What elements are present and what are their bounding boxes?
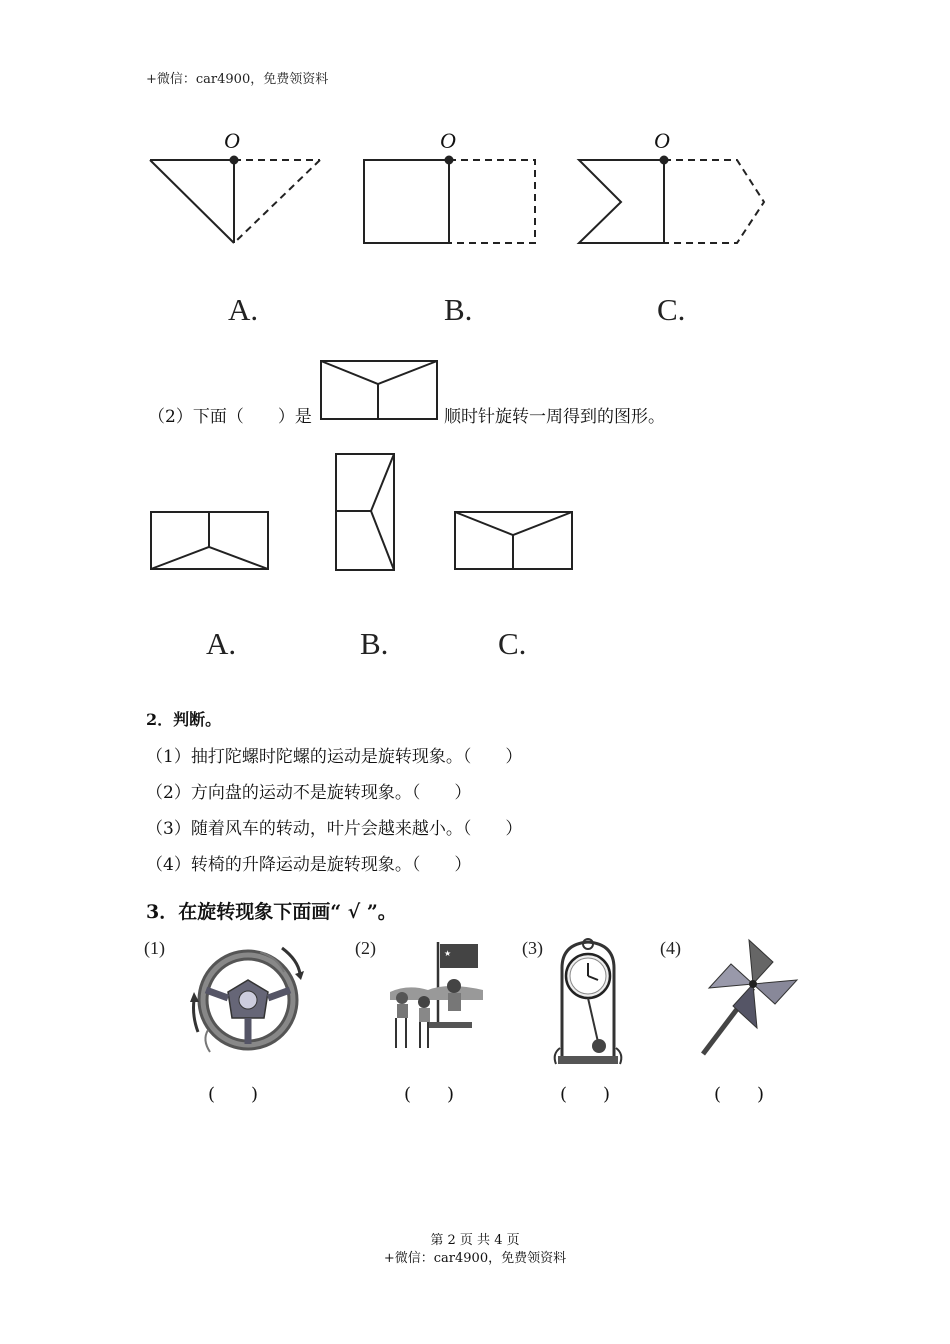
q3-answer-4[interactable]: ( ) [714,1084,765,1105]
q3-item-3-number: (3) [522,938,543,958]
pivot-label-b: O [440,128,456,153]
rotation-figures-svg [0,0,950,340]
q1-part2-reference-shape [320,359,440,421]
steering-wheel-picture [180,940,320,1060]
flag-raising-picture [388,938,488,1063]
figure-a-shape [150,157,320,244]
q1-part2-option-b: B. [360,626,389,661]
header-watermark: +微信：car4900，免费领资料 [146,72,329,87]
q3-answer-3[interactable]: ( ) [560,1084,611,1105]
pinwheel-picture [693,938,803,1058]
q1-part2-option-a: A. [206,626,237,661]
q1-part2-suffix: 顺时针旋转一周得到的图形。 [444,407,665,427]
q3-item-4-number: (4) [660,938,681,958]
q3-answer-1[interactable]: ( ) [208,1084,259,1105]
q2-item-2: （2）方向盘的运动不是旋转现象。（ ） [146,783,472,803]
option-b-shape [336,454,394,570]
pivot-label-c: O [654,128,670,153]
q1-part2-prefix: （2）下面（ ）是 [148,407,312,427]
q3-title: 3．在旋转现象下面画“ √ ”。 [146,901,397,923]
q2-title: 2．判断。 [146,710,222,729]
q1-part2-option-c: C. [498,626,527,661]
svg-text:★: ★ [444,949,452,958]
q3-item-2-number: (2) [355,938,376,958]
option-label-c: C. [657,292,686,327]
option-c-shape [455,512,572,569]
footer-watermark: +微信：car4900，免费领资料 [383,1251,567,1266]
figure-b-shape [364,157,535,244]
q3-item-1-number: (1) [144,938,165,958]
option-label-b: B. [444,292,473,327]
figure-c-shape [579,157,764,244]
footer-page-number: 第 2 页 共 4 页 [430,1233,520,1248]
q1-part2-options-svg [148,450,628,580]
q2-item-3: （3）随着风车的转动，叶片会越来越小。（ ） [146,819,523,839]
pivot-label-a: O [224,128,240,153]
q2-item-1: （1）抽打陀螺时陀螺的运动是旋转现象。（ ） [146,747,523,767]
pendulum-clock-picture [548,934,628,1069]
option-label-a: A. [228,292,259,327]
option-a-shape [151,512,268,569]
q3-answer-2[interactable]: ( ) [404,1084,455,1105]
q2-item-4: （4）转椅的升降运动是旋转现象。（ ） [146,855,472,875]
